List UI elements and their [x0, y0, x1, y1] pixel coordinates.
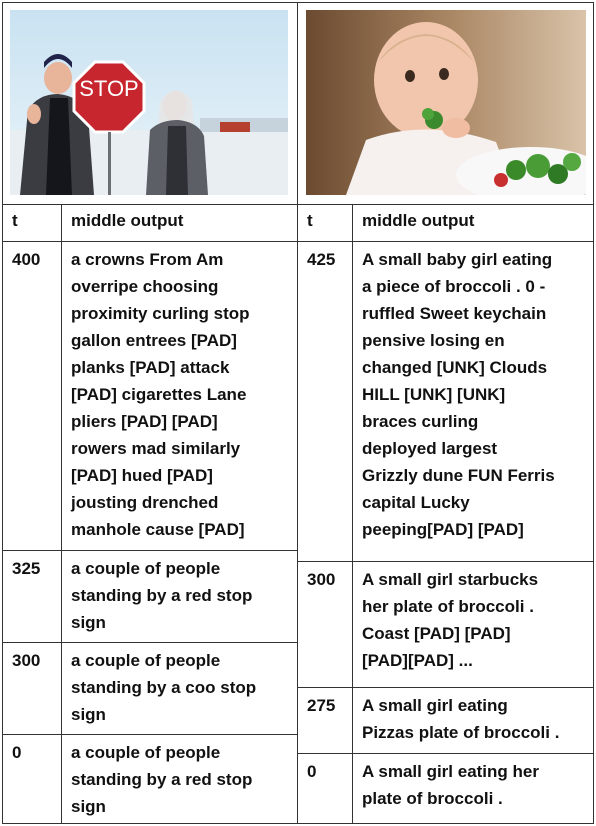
left-header-output: middle output — [61, 204, 298, 242]
left-row-t: 325 — [2, 550, 62, 643]
right-row-t: 300 — [297, 561, 353, 688]
output-line: sign — [71, 705, 106, 724]
right-row-t: 0 — [297, 753, 353, 824]
output-line: Grizzly dune FUN Ferris — [362, 466, 555, 485]
output-line: A small baby girl eating — [362, 250, 553, 269]
output-line: manhole cause [PAD] — [71, 520, 245, 539]
stop-sign-text: STOP — [79, 76, 139, 101]
left-header-t: t — [2, 204, 62, 242]
output-line: deployed largest — [362, 439, 498, 458]
right-row-output — [352, 753, 594, 824]
output-line: plate of broccoli . — [362, 789, 503, 808]
output-line: peeping[PAD] [PAD] — [362, 520, 524, 539]
output-line: ruffled Sweet keychain — [362, 304, 547, 323]
output-line: Coast [PAD] [PAD] — [362, 624, 511, 643]
right-header-t: t — [297, 204, 353, 242]
output-line: standing by a coo stop — [71, 678, 257, 697]
output-line: A small girl eating her — [362, 762, 539, 781]
output-line: a couple of people — [71, 559, 221, 578]
right-row-output — [352, 561, 594, 688]
left-row-output — [61, 241, 298, 551]
output-line: pensive losing en — [362, 331, 505, 350]
right-row-t: 275 — [297, 687, 353, 754]
output-line: her plate of broccoli . — [362, 597, 534, 616]
output-line: Pizzas plate of broccoli . — [362, 723, 560, 742]
output-line: standing by a red stop — [71, 770, 253, 789]
output-line: a couple of people — [71, 651, 221, 670]
output-line: a piece of broccoli . 0 - — [362, 277, 546, 296]
output-line: [PAD] hued [PAD] — [71, 466, 213, 485]
output-line: jousting drenched — [71, 493, 219, 512]
right-header-output: middle output — [352, 204, 594, 242]
output-line: standing by a red stop — [71, 586, 253, 605]
output-line: planks [PAD] attack — [71, 358, 230, 377]
output-line: sign — [71, 797, 106, 816]
output-line: changed [UNK] Clouds — [362, 358, 548, 377]
output-line: pliers [PAD] [PAD] — [71, 412, 218, 431]
output-line: capital Lucky — [362, 493, 470, 512]
output-line: a couple of people — [71, 743, 221, 762]
output-line: [PAD][PAD] ... — [362, 651, 473, 670]
baby-broccoli-photo — [306, 10, 586, 195]
output-line: sign — [71, 613, 106, 632]
right-row-output — [352, 687, 594, 754]
output-line: overripe choosing — [71, 277, 219, 296]
stop-sign-photo-image — [10, 10, 288, 195]
output-line: rowers mad similarly — [71, 439, 241, 458]
output-line: A small girl eating — [362, 696, 508, 715]
output-line: gallon entrees [PAD] — [71, 331, 237, 350]
output-line: braces curling — [362, 412, 479, 431]
left-row-output — [61, 734, 298, 824]
stop-sign-photo — [10, 10, 288, 195]
output-line: A small girl starbucks — [362, 570, 539, 589]
baby-broccoli-photo-image — [306, 10, 586, 195]
left-row-output — [61, 642, 298, 735]
right-row-output — [352, 241, 594, 562]
right-row-t: 425 — [297, 241, 353, 562]
left-row-t: 400 — [2, 241, 62, 551]
output-line: HILL [UNK] [UNK] — [362, 385, 506, 404]
output-line: a crowns From Am — [71, 250, 224, 269]
left-row-t: 300 — [2, 642, 62, 735]
left-row-t: 0 — [2, 734, 62, 824]
output-line: proximity curling stop — [71, 304, 250, 323]
output-line: [PAD] cigarettes Lane — [71, 385, 247, 404]
left-row-output — [61, 550, 298, 643]
